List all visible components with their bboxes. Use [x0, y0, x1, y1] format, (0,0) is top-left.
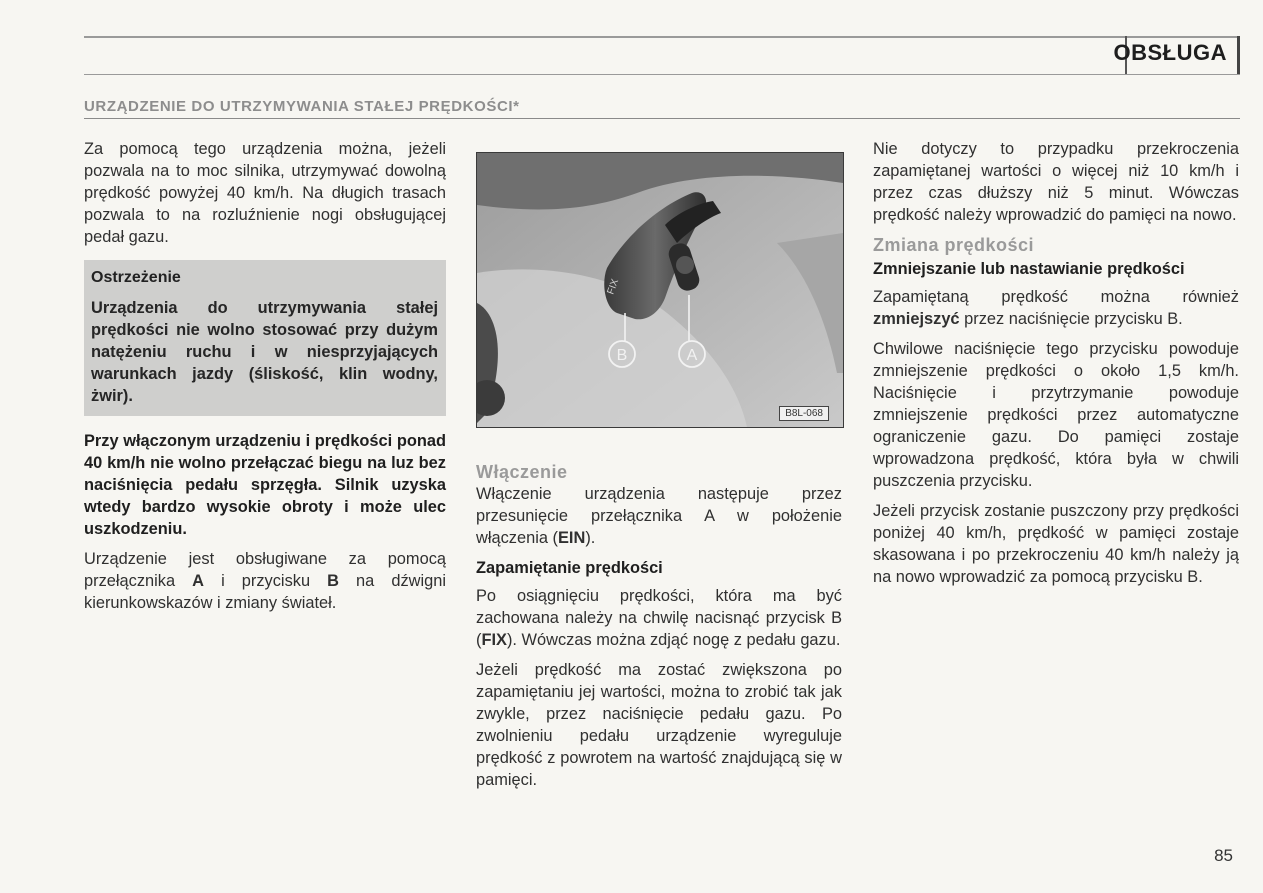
intro-paragraph: Za pomocą tego urządzenia można, jeżeli pozwala na to moc silnika, utrzymywać dowolną prędkość powyżej 40 km/h. Na długich trasach pozwala to na rozluźnienie nogi obsługującej pedał gazu. — [84, 140, 446, 246]
controls-text-a: Urządzenie jest obsługiwane za pomocą przełącznika — [84, 550, 446, 590]
reduce-paragraph — [873, 286, 1239, 330]
warning-box — [84, 260, 446, 416]
increase-speed-paragraph: Jeżeli prędkość ma zostać zwiększona po zapamiętaniu jej wartości, można to zrobić tak jak zwykle, przez naciśnięcie pedału gazu. Po zwolnieniu pedału urządzenie wyreguluje prędkość z powrotem na wartość znajdującą się w pamięci. — [476, 661, 842, 789]
chapter-title: OBSŁUGA — [1113, 40, 1227, 65]
release-paragraph: Jeżeli przycisk zostanie puszczony przy prędkości poniżej 40 km/h, prędkość w pamięci zostaje skasowana i po przekroczeniu 40 km/h należy ją na nowo wprowadzić za pomocą przycisku B. — [873, 502, 1239, 586]
page-number: 85 — [1214, 846, 1233, 865]
exception-paragraph: Nie dotyczy to przypadku przekroczenia zapamiętanej wartości o więcej niż 10 km/h i przez czas dłuższy niż 5 minut. Wówczas prędkość należy wprowadzić do pamięci na nowo. — [873, 140, 1239, 224]
key-b-label: B — [327, 572, 339, 590]
wlaczenie-text-a: Włączenie urządzenia następuje przez przesunięcie przełącznika A w położenie włączenia ( — [476, 485, 842, 547]
header-top-rule — [84, 36, 1240, 38]
warning-title: Ostrzeżenie — [91, 269, 181, 286]
column-left — [84, 138, 446, 622]
column-right — [873, 138, 1239, 596]
heading-zmniejszanie: Zmniejszanie lub nastawianie prędkości — [873, 260, 1185, 278]
bold-caution-paragraph: Przy włączonym urządzeniu i prędkości ponad 40 km/h nie wolno przełączać biegu na luz bez naciśnięcia pedału sprzęgła. Silnik uzyska wtedy bardzo wysokie obroty i może ulec uszkodzeniu. — [84, 432, 446, 538]
cruise-control-stalk-figure — [476, 152, 844, 428]
zapamietanie-text-b: ). Wówczas można zdjąć nogę z pedału gazu. — [506, 631, 841, 649]
controls-text-b: i przycisku — [204, 572, 328, 590]
reduce-key: zmniejszyć — [873, 310, 960, 328]
press-paragraph: Chwilowe naciśnięcie tego przycisku powoduje zmniejszenie prędkości o około 1,5 km/h. Naciśnięcie i przytrzymanie powoduje zmniejszenie prędkości przez automatyczne ograniczenie gazu. Do pamięci zostaje wprowadzona prędkość, która była w chwili puszczenia przycisku. — [873, 340, 1239, 490]
stalk-illustration — [477, 153, 843, 427]
heading-zapamietanie: Zapamiętanie prędkości — [476, 559, 663, 577]
stalk-fix-marking: FIX — [605, 277, 622, 297]
wlaczenie-paragraph — [476, 483, 842, 549]
controls-text-c: na dźwigni kierunkowskazów i zmiany świateł. — [84, 572, 446, 612]
zapamietanie-paragraph — [476, 585, 842, 651]
heading-zmiana: Zmiana prędkości — [873, 235, 1035, 255]
reduce-text-b: przez naciśnięcie przycisku B. — [959, 310, 1183, 328]
figure-code: B8L-068 — [779, 406, 829, 421]
callout-a: A — [686, 347, 698, 364]
key-a-label: A — [192, 572, 205, 590]
fix-label: FIX — [481, 631, 507, 649]
reduce-text-a: Zapamiętaną prędkość można również — [873, 288, 1239, 306]
warning-text: Urządzenia do utrzymywania stałej prędkości nie wolno stosować przy dużym natężeniu ruchu i w niesprzyjających warunkach jazdy (śliskość, klin wodny, żwir). — [91, 299, 438, 405]
callout-b: B — [616, 347, 628, 364]
ein-label: EIN — [558, 529, 586, 547]
column-middle — [476, 455, 842, 799]
section-rule — [84, 118, 1240, 119]
controls-paragraph — [84, 548, 446, 614]
section-title: URZĄDZENIE DO UTRZYMYWANIA STAŁEJ PRĘDKOŚCI* — [84, 98, 520, 115]
wlaczenie-text-b: ). — [585, 529, 596, 547]
zapamietanie-text-a: Po osiągnięciu prędkości, która ma być zachowana należy na chwilę nacisnąć przycisk B ( — [476, 587, 842, 649]
header-bottom-rule — [84, 74, 1240, 75]
heading-wlaczenie: Włączenie — [476, 462, 568, 482]
